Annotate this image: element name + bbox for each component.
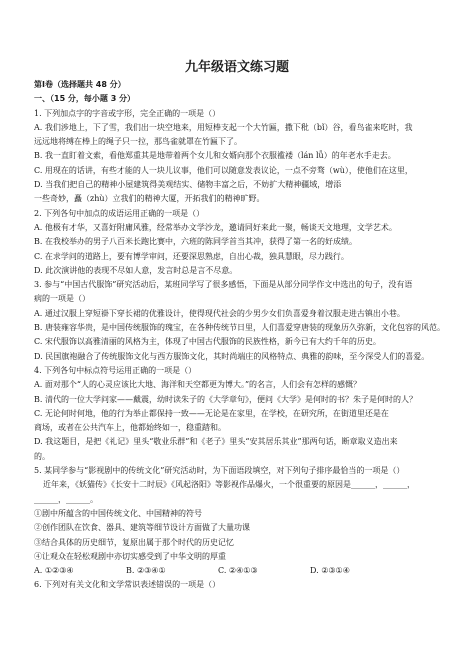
question-1-option-c: C. 用现在的话讲，有些才能的人一块儿议事，他们可以随意发表议论，一点不旁骛（wù），使他们在这里， [34, 165, 413, 175]
question-4-option-c: C. 无论何时何地，他的行为举止都保持一致——无论是在家里，在学校，在研究所，在街道里还是在 [34, 408, 389, 418]
question-5-option-a: A. ①②③④ [34, 566, 74, 576]
part-heading: 一、（15 分，每小题 3 分） [34, 94, 136, 104]
question-3-option-c: C. 宋代服饰以高雅清丽的风格为主，体现了中国古代服饰的民族性格，新今已有大约千年的历史。 [34, 337, 381, 347]
question-5-sentence-4: ④让观众在轻松观剧中亦切实感受到了中华文明的厚重 [34, 551, 226, 561]
question-5-sentence-1: ①剧中所蕴含的中国传统文化、中国精神的符号 [34, 508, 202, 518]
question-6-stem: 6. 下列对有关文化和文学常识表述错误的一项是（） [34, 580, 221, 590]
question-5-option-b: B. ②③④① [126, 566, 166, 576]
question-4-option-a: A. 面对那个“人的心灵应该比大地、海洋和天空都更为博大。”的名言，人们会有怎样的感慨？ [34, 380, 362, 390]
question-2-stem: 2. 下列各句中加点的成语运用正确的一项是（） [34, 208, 205, 218]
exam-content [34, 78, 448, 593]
question-3-option-a: A. 通过汉服上穿短褂下穿长裙的优雅设计，使得现代社会的少男少女们负喜爱身着汉服走进古镇出小巷。 [34, 308, 405, 318]
section-heading: 第Ⅰ卷（选择题共 48 分） [34, 80, 126, 89]
question-4-stem: 4. 下列各句中标点符号运用正确的一项是（） [34, 365, 197, 375]
question-2-option-b: B. 在我校举办的男子八百米长跑比赛中，六班的陈同学首当其冲，获得了第一名的好成绩。 [34, 237, 357, 247]
question-5-sentence-3: ③结合具体的历史细节，复原出属于那个时代的历史记忆 [34, 537, 234, 547]
question-5-blanks: ______，______。 [34, 494, 98, 504]
question-5-stem: 5. 某同学参与“影视剧中的传统文化”研究活动时，为下面语段填空，对下列句子排序最恰当的一项是（） [34, 466, 405, 476]
question-5-options [34, 564, 448, 578]
question-3-option-b: B. 唐装雍容华贵，是中国传统服饰的瑰宝，在各种传统节日里，人们喜爱穿唐装的现象历久弥新，文化包容的风范。 [34, 323, 445, 333]
question-4-option-d: D. 我这题目，是把《礼记》里头“敬业乐群”和《老子》里头“安其居乐其业”那两句话，断章取义造出来 [34, 437, 398, 447]
question-5-option-c: C. ②④①③ [218, 566, 258, 576]
question-1-option-a: A. 我们涉地上，下了雪，我们出一块空地来，用短棒支起一个大竹匾，撒下秕（bǐ）谷，看鸟雀来吃时，我 [34, 122, 413, 132]
question-5-sentence-2: ②创作团队在饮食、器具、建筑等细节设计方面做了大量功课 [34, 523, 250, 533]
question-1-option-a-cont: 远远地将缚在棒上的绳子只一拉，那鸟雀就罩在竹匾下了。 [34, 137, 242, 147]
question-2-option-d: D. 此次演讲他的表现不尽如人意，发言时总是言不尽意。 [34, 265, 238, 275]
question-1-option-d-cont: 一些奇妙，矗（zhù）立我们的精神大厦，开拓我们的精神旷野。 [34, 194, 265, 204]
page-title: 九年级语文练习题 [184, 60, 289, 75]
question-5-option-d: D. ②③①④ [310, 566, 350, 576]
question-3-option-d: D. 民国旗袍融合了传统服饰文化与西方服饰文化，其时尚端庄的风格特点、典雅的韵味，至今深受人们的喜爱。 [34, 351, 430, 361]
question-5-paragraph: 近年来，《妖猫传》《长安十二时辰》《风起洛阳》等影视作品爆火，一个很重要的原因是______，______， [43, 480, 415, 490]
question-3-stem: 3. 参与“中国古代服饰”研究活动后，某班同学写了很多感悟，下面是从部分同学作文中选出的句子，没有语 [34, 280, 413, 290]
question-1-option-b: B. 我一直盯着文索，看他郑重其是地带着两个女儿和女婿向那个衣服褴褛（lán lǚ）的年老水手走去。 [34, 151, 396, 161]
question-1-option-d: D. 当我们把自己的精神小屋建筑得美观结实、储物丰富之后，不妨扩大精神疆域，增添 [34, 180, 342, 190]
question-3-stem-cont: 病的一项是（） [34, 294, 90, 304]
question-1-stem: 1. 下列加点字的字音或字形，完全正确的一项是（） [34, 108, 221, 118]
question-2-option-a: A. 他极有才华，又喜好附庸风雅，经常举办文学沙龙，邀请同好来此一聚，畅谈天文地理，文学艺术。 [34, 222, 397, 232]
question-4-option-d-cont: 的。 [34, 451, 50, 461]
question-4-option-c-cont: 商场，或者在公共汽车上，他都始终如一，稳重踏和。 [34, 423, 226, 433]
question-4-option-b: B. 清代的一位大学问家——戴震，幼时读朱子的《大学章句》，便问《大学》是何时的书？朱子是何时的人？ [34, 394, 417, 404]
question-2-option-c: C. 在求学问的道路上，要有博学审问，还要深思熟虑，自出心裁，独具慧眼，尽力践行。 [34, 251, 349, 261]
